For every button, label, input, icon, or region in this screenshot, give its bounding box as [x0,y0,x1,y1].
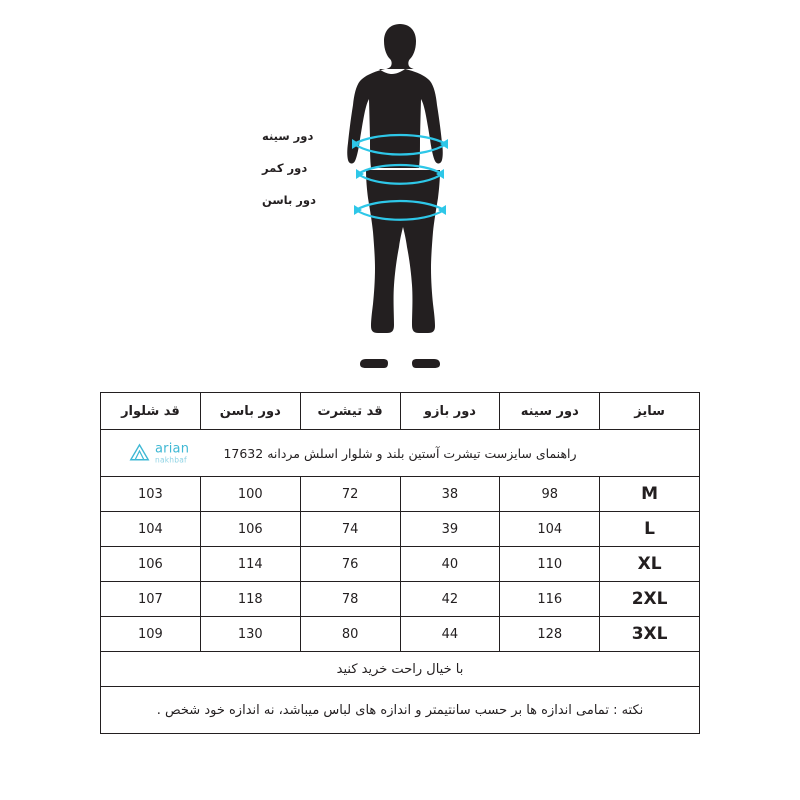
footer-note: نکته : تمامی اندازه ها بر حسب سانتیمتر و اندازه های لباس میباشد، نه اندازه خود شخص . [156,702,644,718]
measure-label-hip: دور باسن [262,193,316,207]
cell-arm: 40 [400,547,500,582]
cell-arm: 44 [400,617,500,652]
brand-logo [129,442,189,464]
table-footer-row [101,687,700,734]
size-chart [100,392,700,734]
column-header-pants-length: قد شلوار [101,393,201,430]
column-header-arm: دور بازو [400,393,500,430]
brand-name: arian [155,441,190,457]
cell-pants-length: 103 [101,477,201,512]
table-row [101,477,700,512]
measure-label-chest: دور سینه [262,129,314,143]
table-row [101,617,700,652]
table-header-row [101,393,700,430]
cell-shirt-length: 78 [300,582,400,617]
cell-hip: 118 [200,582,300,617]
table-row [101,512,700,547]
cell-size: XL [600,547,700,582]
brand-triangle-icon [129,443,150,464]
table-title-cell [101,430,700,477]
table-title-row [101,430,700,477]
cell-chest: 104 [500,512,600,547]
cell-arm: 39 [400,512,500,547]
cell-size: 2XL [600,582,700,617]
cell-chest: 110 [500,547,600,582]
page-title: راهنمای سایزست تیشرت آستین بلند و شلوار اسلش مردانه 17632 [223,445,577,461]
cell-hip: 130 [200,617,300,652]
cell-shirt-length: 72 [300,477,400,512]
measure-label-waist: دور کمر [262,161,308,175]
cell-chest: 98 [500,477,600,512]
cell-size: M [600,477,700,512]
cell-pants-length: 104 [101,512,201,547]
table-body [101,477,700,652]
cell-chest: 116 [500,582,600,617]
cell-shirt-length: 76 [300,547,400,582]
size-guide-figure [0,0,800,392]
table-note-row [101,652,700,687]
table-row [101,582,700,617]
measure-label-list [262,130,354,226]
column-header-chest: دور سینه [500,393,600,430]
brand-subtitle: nakhbaf [155,455,187,465]
note-text: با خیال راحت خرید کنید [101,652,700,687]
table-row [101,547,700,582]
column-header-shirt-length: قد تیشرت [300,393,400,430]
column-header-size: سایز [600,393,700,430]
cell-arm: 38 [400,477,500,512]
cell-hip: 106 [200,512,300,547]
cell-hip: 114 [200,547,300,582]
column-header-hip: دور باسن [200,393,300,430]
cell-pants-length: 106 [101,547,201,582]
cell-arm: 42 [400,582,500,617]
cell-pants-length: 107 [101,582,201,617]
cell-hip: 100 [200,477,300,512]
cell-size: 3XL [600,617,700,652]
cell-pants-length: 109 [101,617,201,652]
cell-shirt-length: 80 [300,617,400,652]
size-table [100,392,700,734]
cell-chest: 128 [500,617,600,652]
cell-shirt-length: 74 [300,512,400,547]
cell-size: L [600,512,700,547]
